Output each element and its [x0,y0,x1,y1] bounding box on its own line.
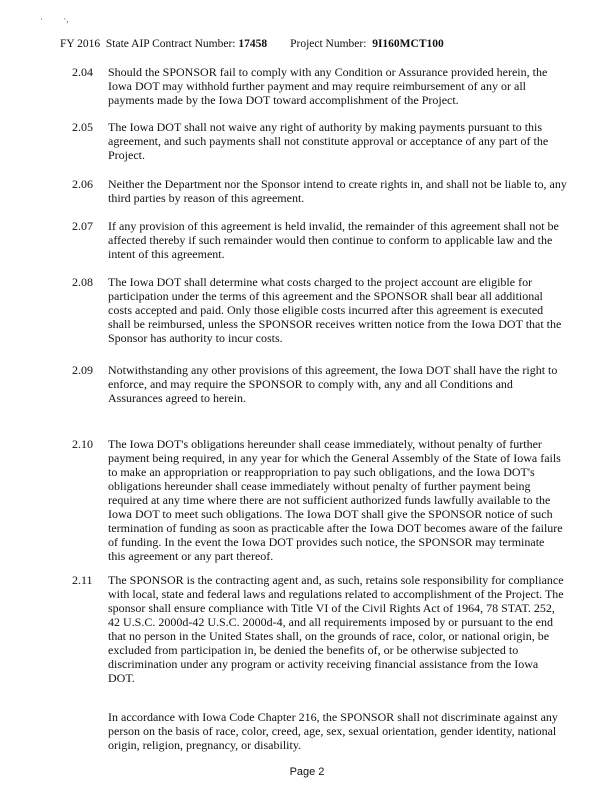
text-line: 42 U.S.C. 2000d-42 U.S.C. 2000d-4, and all requirements imposed by or pursuant to the end [108,615,553,629]
section-text [108,65,547,107]
section-text [108,573,564,685]
text-line: Notwithstanding any other provisions of this agreement, the Iowa DOT shall have the right to [108,363,558,377]
text-line: The Iowa DOT shall not waive any right of authority by making payments pursuant to this [108,120,543,134]
section-text [108,710,558,752]
text-line: termination of funding as soon as practicable after the Iowa DOT becomes aware of the failure [108,521,563,535]
text-line: required at any time where there are not sufficient authorized funds lawfully available to the [108,493,551,507]
text-line: to make an appropriation or reappropriation to pay such obligations, and the Iowa DOT's [108,465,535,479]
section-number: 2.11 [72,573,93,587]
text-line: agreement, and such payments shall not constitute approval or acceptance of any part of the [108,134,549,148]
section-text [108,177,567,205]
text-line: discrimination under any program or activity receiving financial assistance from the Iowa [108,657,539,671]
text-line: participation under the terms of this agreement and the SPONSOR shall bear all additional [108,289,543,303]
text-line: this agreement or any part thereof. [108,549,274,563]
text-line: affected thereby if such remainder would then continue to conform to applicable law and the [108,233,553,247]
text-line: Neither the Department nor the Sponsor intend to create rights in, and shall not be liable to, any [108,177,567,191]
text-line: Iowa DOT may withhold further payment and may require reimbursement of any or all [108,79,526,93]
section-text [108,437,563,563]
text-line: shall be reimbursed, unless the SPONSOR receives written notice from the Iowa DOT that the [108,317,562,331]
text-line: excluded from participation in, be denied the benefits of, or be otherwise subjected to [108,643,519,657]
contract-number: 17458 [238,38,268,50]
text-line: person on the basis of race, color, creed, age, sex, sexual orientation, gender identity, national [108,724,557,738]
document-header [60,38,444,50]
text-line: obligations hereunder shall cease immediately without penalty of further payment being [108,479,531,493]
section-number: 2.04 [72,65,93,79]
text-line: In accordance with Iowa Code Chapter 216, the SPONSOR shall not discriminate against any [108,710,558,724]
text-line: The SPONSOR is the contracting agent and, as such, retains sole responsibility for compliance [108,573,564,587]
section-number: 2.09 [72,363,93,377]
text-line: Project. [108,148,145,162]
section-text [108,363,557,405]
section-number: 2.05 [72,120,93,134]
section-number: 2.10 [72,437,93,451]
text-line: enforce, and may require the SPONSOR to comply with, any and all Conditions and [108,377,513,391]
text-line: of funding. In the event the Iowa DOT provides such notice, the SPONSOR may terminate [108,535,545,549]
text-line: costs accepted and paid. Only those eligible costs incurred after this agreement is executed [108,303,544,317]
text-line: The Iowa DOT's obligations hereunder shall cease immediately, without penalty of further [108,437,542,451]
text-line: origin, religion, pregnancy, or disability. [108,738,302,752]
contract-label: State AIP Contract Number: [105,38,236,50]
scan-artifact: · ·, [40,14,69,24]
text-line: If any provision of this agreement is held invalid, the remainder of this agreement shall not be [108,219,559,233]
text-line: intent of this agreement. [108,247,225,261]
text-line: DOT. [108,671,135,685]
page-number: Page 2 [289,766,325,778]
section-text [108,275,561,345]
text-line: Iowa DOT to meet such obligations. The Iowa DOT shall give the SPONSOR notice of such [108,507,553,521]
text-line: Should the SPONSOR fail to comply with any Condition or Assurance provided herein, the [108,65,548,79]
text-line: payment being required, in any year for which the General Assembly of the State of Iowa fails [108,451,561,465]
text-line: third parties by reason of this agreement. [108,191,305,205]
section-text [108,219,559,261]
text-line: that no person in the United States shall, on the grounds of race, color, or national origin, be [108,629,550,643]
project-number: 9I160MCT100 [372,38,444,50]
text-line: sponsor shall ensure compliance with Title VI of the Civil Rights Act of 1964, 78 STAT. 252, [108,601,555,615]
text-line: Sponsor has authority to incur costs. [108,331,283,345]
section-text [108,120,548,162]
section-number: 2.07 [72,219,93,233]
section-number: 2.08 [72,275,93,289]
text-line: with local, state and federal laws and regulations related to accomplishment of the Project. The [108,587,564,601]
text-line: payments made by the Iowa DOT toward accomplishment of the Project. [108,93,459,107]
fiscal-year: FY 2016 [60,38,101,50]
section-number: 2.06 [72,177,93,191]
text-line: Assurances agreed to herein. [108,391,246,405]
project-label: Project Number: [290,38,367,50]
text-line: The Iowa DOT shall determine what costs charged to the project account are eligible for [108,275,533,289]
